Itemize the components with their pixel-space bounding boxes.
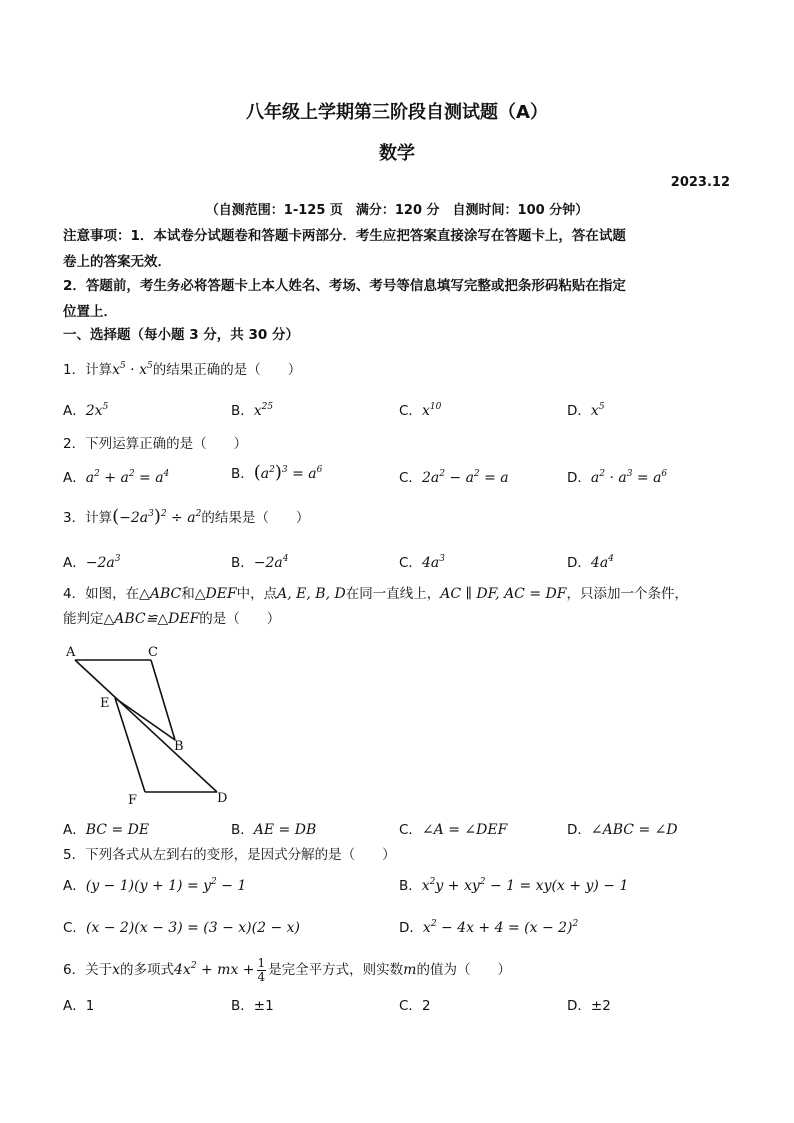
question-4-line-1: 4．如图，在△ABC和△DEF中，点A, E, B, D在同一直线上，AC ∥ DF, AC = DF，只添加一个条件，	[63, 586, 688, 602]
question-3-stem: 3．计算$(-2a^3)^2 \div a^2$的结果是（ ）	[63, 506, 310, 527]
notes-line-4: 位置上．	[63, 304, 117, 320]
q4-option-d: D．∠ABC = ∠D	[567, 822, 678, 838]
q2-option-b: B．$(a^2)^3 = a^6$	[231, 462, 323, 483]
question-4-figure	[60, 640, 240, 810]
notes-line-2: 卷上的答案无效．	[63, 254, 171, 270]
q6-option-c: C．2	[399, 998, 431, 1014]
q3-option-d: D．$4a^4$	[567, 554, 614, 571]
figure-label-c: C	[148, 645, 158, 660]
exam-title: 八年级上学期第三阶段自测试题（A）	[246, 102, 548, 123]
q4-option-c: C．∠A = ∠DEF	[399, 822, 508, 838]
q4-option-a: A．BC = DE	[63, 822, 150, 838]
q4-option-b: B．AE = DB	[231, 822, 317, 838]
q2-option-a: A．$a^2 + a^2 = a^4$	[63, 469, 170, 486]
q1-option-a: A．$2x^5$	[63, 402, 109, 419]
q3-option-a: A．$-2a^3$	[63, 554, 121, 571]
q1-option-b: B．$x^{25}$	[231, 402, 274, 419]
figure-label-d: D	[217, 791, 228, 806]
q6-option-b: B．±1	[231, 998, 274, 1014]
question-1-stem: 1．计算$x^5 \cdot x^5$的结果正确的是（ ）	[63, 361, 302, 378]
question-2-stem: 2．下列运算正确的是（ ）	[63, 436, 248, 452]
exam-date: 2023.12	[670, 175, 730, 190]
question-4-line-2: 能判定△ABC≌△DEF的是（ ）	[63, 611, 281, 627]
q2-option-d: D．$a^2 \cdot a^3 = a^6$	[567, 469, 668, 486]
question-6-stem: 6．关于x的多项式$4x^2$ + mx + $\frac{1}{4}$ 是完全平方式，则实数m的值为（ ）	[63, 955, 511, 984]
q2-option-c: C．$2a^2 - a^2 = a$	[399, 469, 509, 486]
q5-option-d: D．$x^2 - 4x + 4 = (x - 2)^2$	[399, 919, 579, 936]
exam-scope: （自测范围：1-125 页 满分：120 分 自测时间：100 分钟）	[205, 203, 589, 218]
q6-option-a: A．1	[63, 998, 95, 1014]
question-5-stem: 5．下列各式从左到右的变形，是因式分解的是（ ）	[63, 847, 396, 863]
q3-option-b: B．$-2a^4$	[231, 554, 289, 571]
q5-option-a: A．$(y - 1)(y + 1) = y^2 - 1$	[63, 877, 247, 894]
q5-option-b: B．$x^2y + xy^2 - 1 = xy(x + y) - 1$	[399, 877, 629, 894]
q6-option-d: D．±2	[567, 998, 611, 1014]
notes-line-1: 注意事项：1．本试卷分试题卷和答题卡两部分．考生应把答案直接涂写在答题卡上，答在试题	[63, 228, 626, 244]
figure-label-e: E	[100, 696, 110, 711]
q1-option-d: D．$x^5$	[567, 402, 605, 419]
q1-option-c: C．$x^{10}$	[399, 402, 442, 419]
q3-option-c: C．$4a^3$	[399, 554, 445, 571]
section-title-choice: 一、选择题（每小题 3 分，共 30 分）	[63, 327, 299, 343]
figure-label-b: B	[174, 739, 184, 754]
figure-label-a: A	[66, 645, 76, 660]
subject-title: 数学	[379, 143, 415, 164]
q5-option-c: C．(x − 2)(x − 3) = (3 − x)(2 − x)	[63, 920, 300, 936]
figure-label-f: F	[128, 793, 138, 808]
notes-line-3: 2．答题前，考生务必将答题卡上本人姓名、考场、考号等信息填写完整或把条形码粘贴在指定	[63, 278, 626, 294]
